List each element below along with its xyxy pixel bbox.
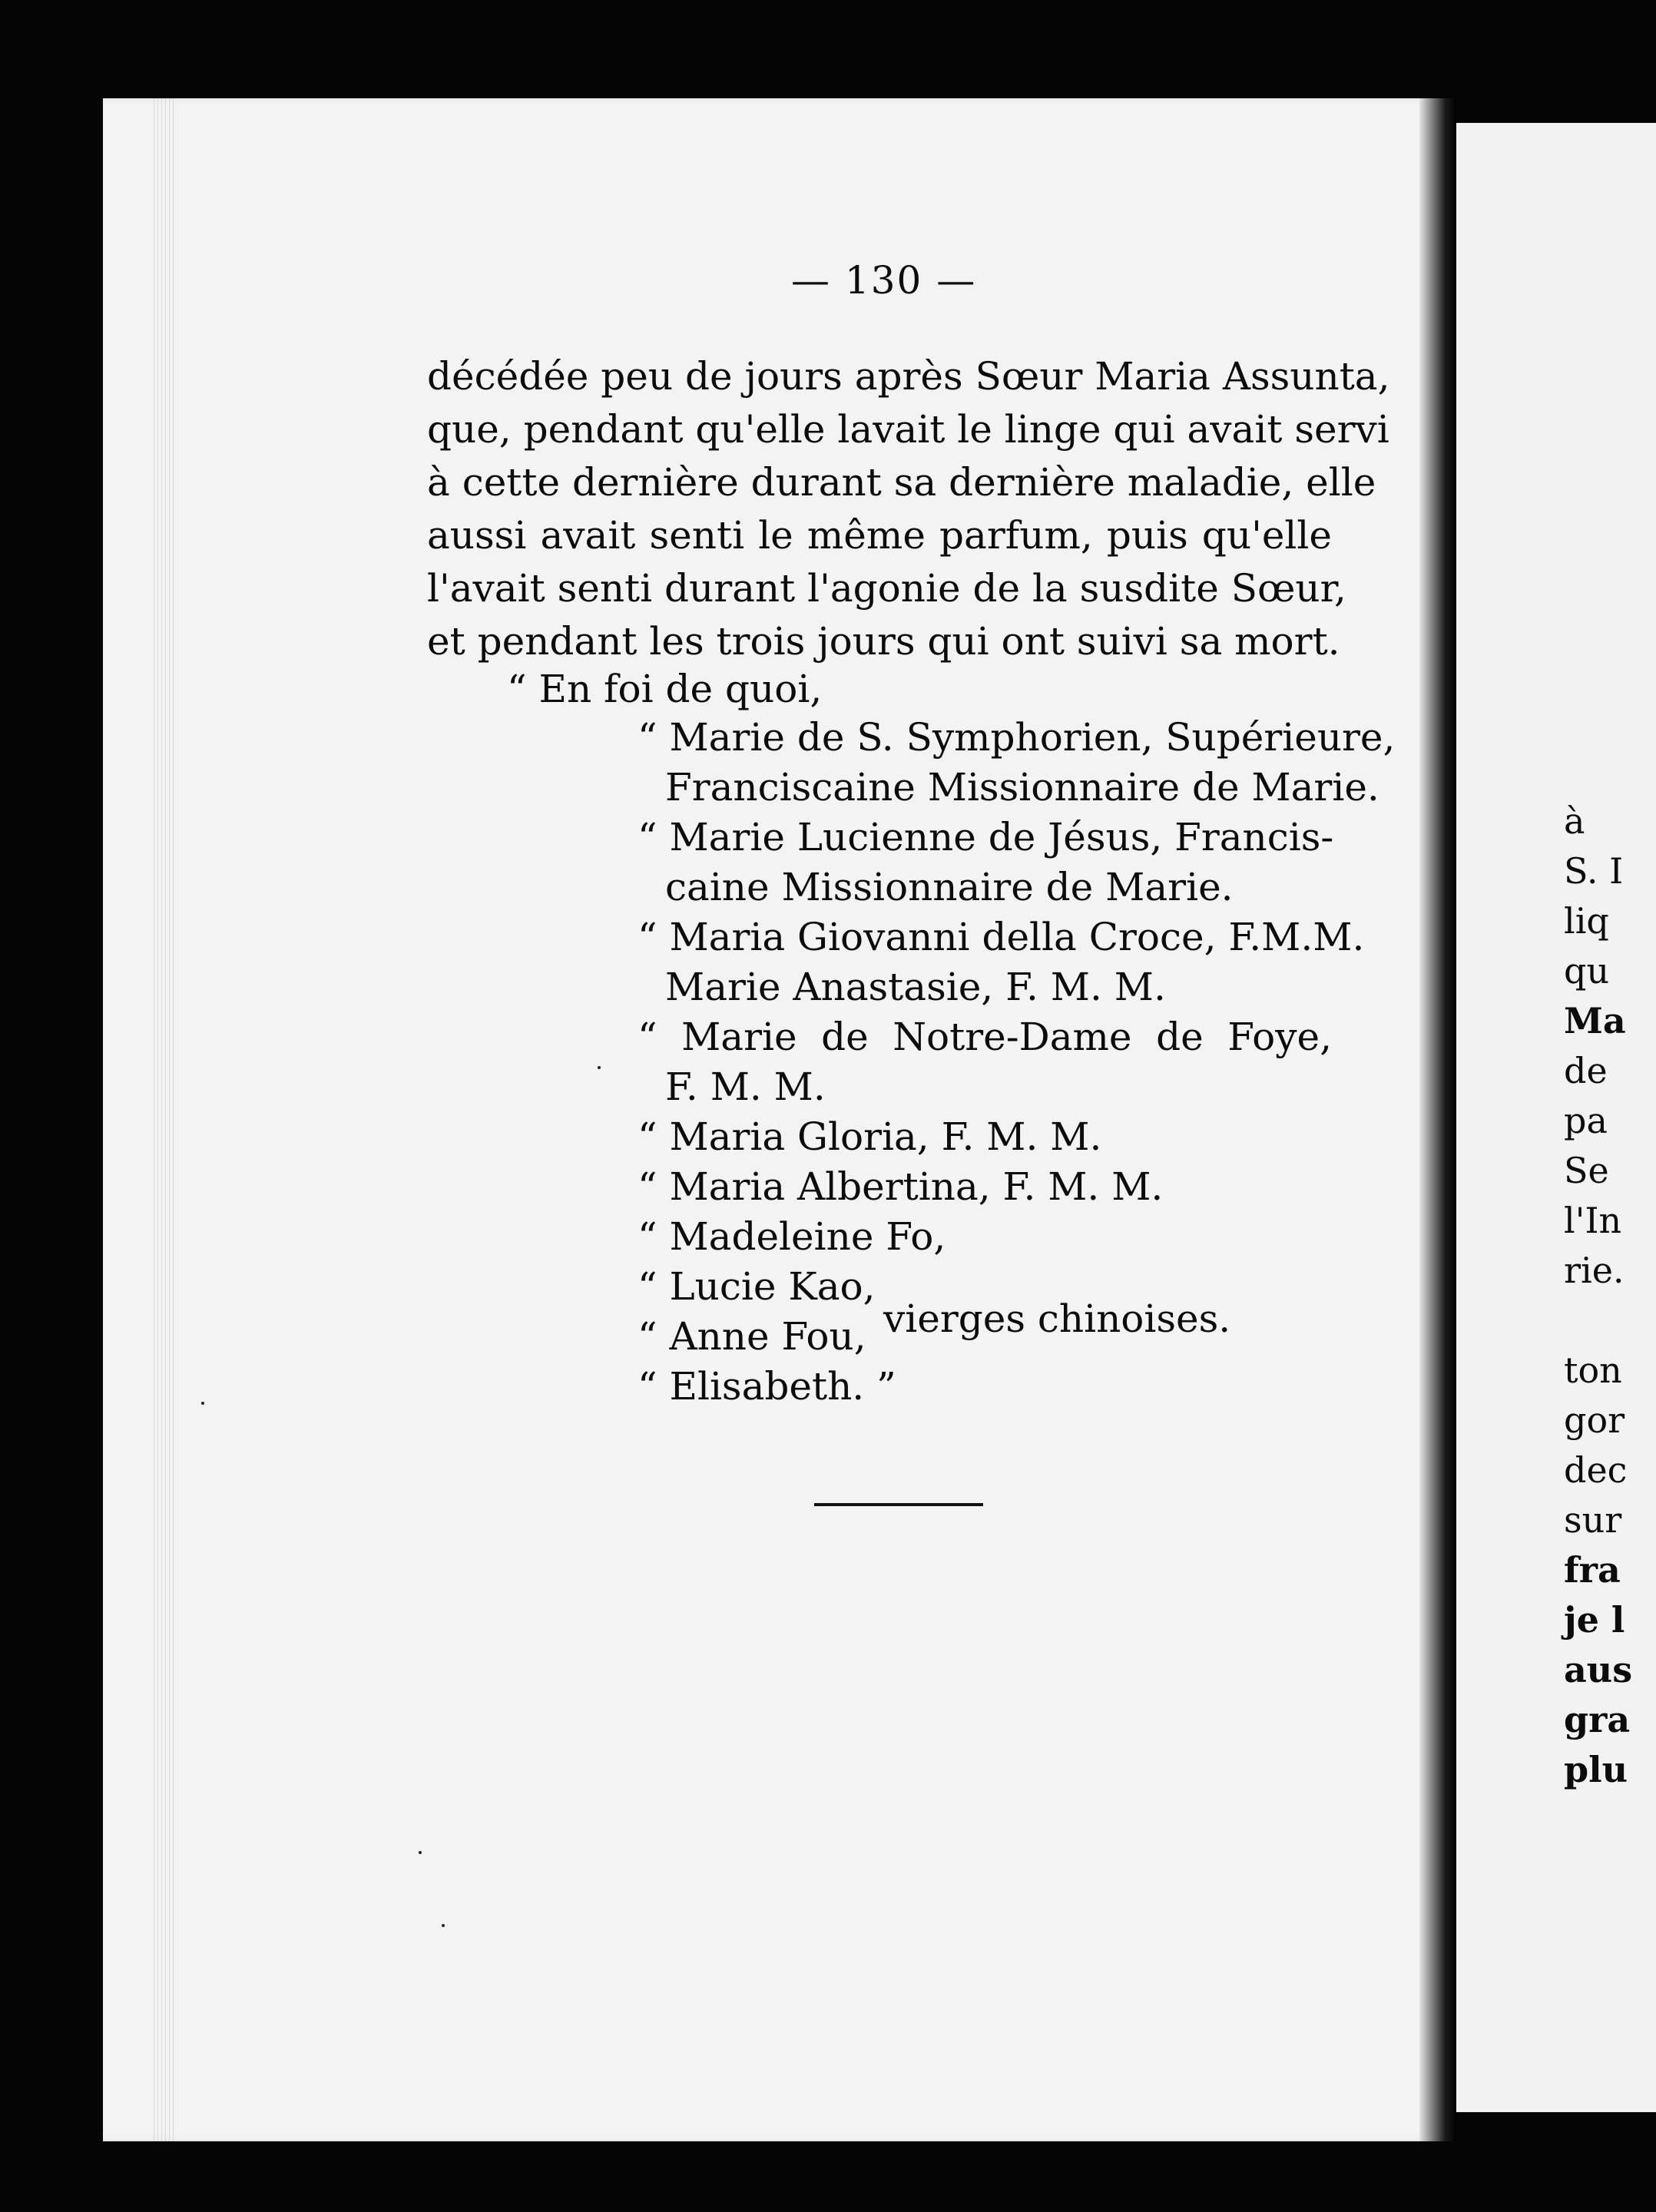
next-page-fragment: gra xyxy=(1564,1699,1631,1740)
next-page-fragment: pa xyxy=(1564,1100,1608,1141)
paper-speck xyxy=(442,1924,445,1927)
next-page-fragment: je l xyxy=(1564,1599,1625,1641)
group-label: vierges chinoises. xyxy=(883,1296,1231,1341)
next-page-fragment: S. I xyxy=(1564,850,1624,892)
closing-line: “ En foi de quoi, xyxy=(507,667,823,711)
next-page-fragment: Ma xyxy=(1564,1000,1626,1041)
paragraph-line: et pendant les trois jours qui ont suivi sa mort. xyxy=(427,619,1340,664)
signatory-line: Franciscaine Missionnaire de Marie. xyxy=(665,765,1379,810)
next-page-fragment: gor xyxy=(1564,1399,1625,1441)
signatory-line: F. M. M. xyxy=(665,1065,826,1109)
page-number: — 130 — xyxy=(791,258,977,303)
signatory-line: “ Lucie Kao, xyxy=(638,1264,876,1309)
paper-speck xyxy=(598,1066,601,1069)
paragraph-line: l'avait senti durant l'agonie de la susdite Sœur, xyxy=(427,566,1346,611)
signatory-line: Marie Anastasie, F. M. M. xyxy=(665,965,1166,1009)
signatory-line: “ Marie de S. Symphorien, Supérieure, xyxy=(638,715,1396,760)
page-edge-lines xyxy=(154,98,177,2141)
next-page-fragment: sur xyxy=(1564,1499,1622,1541)
signatory-line: “ Maria Gloria, F. M. M. xyxy=(638,1114,1102,1159)
gutter-shadow xyxy=(1419,98,1456,2141)
next-page-fragment: rie. xyxy=(1564,1250,1625,1291)
next-page-fragment: plu xyxy=(1564,1749,1628,1790)
paragraph-line: que, pendant qu'elle lavait le linge qui avait servi xyxy=(427,407,1389,452)
signatory-line: “ Elisabeth. ” xyxy=(638,1364,896,1409)
signatory-line: “ Marie de Notre-Dame de Foye, xyxy=(638,1015,1332,1059)
next-page-fragment: Se xyxy=(1564,1150,1609,1191)
signatory-line: “ Madeleine Fo, xyxy=(638,1214,946,1259)
next-page-fragment: liq xyxy=(1564,900,1609,942)
section-separator xyxy=(814,1503,983,1506)
paper-speck xyxy=(419,1851,422,1854)
signatory-line: “ Maria Albertina, F. M. M. xyxy=(638,1164,1164,1209)
next-page-fragment: l'In xyxy=(1564,1200,1622,1241)
next-page-fragment: à xyxy=(1564,800,1585,842)
next-page-fragment: fra xyxy=(1564,1549,1621,1591)
right-page xyxy=(1456,123,1656,2112)
signatory-line: caine Missionnaire de Marie. xyxy=(665,865,1234,909)
signatory-line: “ Anne Fou, xyxy=(638,1314,866,1359)
paragraph-line: à cette dernière durant sa dernière maladie, elle xyxy=(427,460,1376,505)
next-page-fragment: dec xyxy=(1564,1449,1628,1491)
signatory-line: “ Maria Giovanni della Croce, F.M.M. xyxy=(638,915,1365,959)
paragraph-line: décédée peu de jours après Sœur Maria Assunta, xyxy=(427,354,1390,399)
next-page-fragment: ton xyxy=(1564,1349,1622,1391)
paragraph-line: aussi avait senti le même parfum, puis qu'elle xyxy=(427,513,1332,558)
signatory-line: “ Marie Lucienne de Jésus, Francis- xyxy=(638,815,1334,859)
next-page-fragment: qu xyxy=(1564,950,1610,992)
next-page-fragment: de xyxy=(1564,1050,1608,1091)
paper-speck xyxy=(201,1402,204,1405)
next-page-fragment: aus xyxy=(1564,1649,1633,1690)
